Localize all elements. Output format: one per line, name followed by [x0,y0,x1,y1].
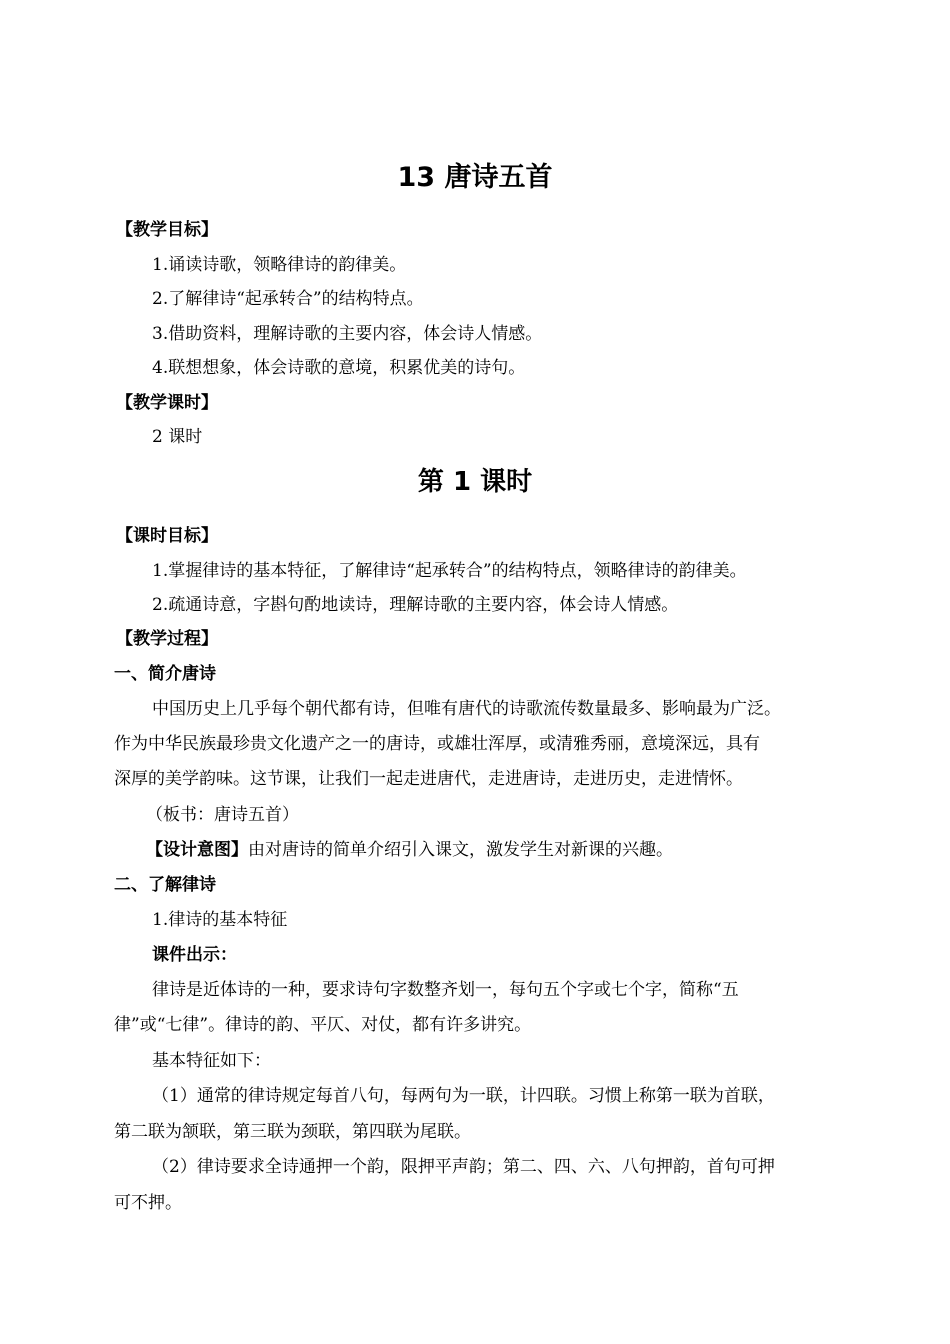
section-heading: 一、简介唐诗 [114,664,216,684]
teaching-goal-item: 2.了解律诗“起承转合”的结构特点。 [152,289,424,309]
document-title: 13 唐诗五首 [397,162,553,193]
teaching-hours-value: 2 课时 [152,427,203,447]
paragraph-line: 深厚的美学韵味。这节课，让我们一起走进唐代，走进唐诗，走进历史，走进情怀。 [114,769,743,789]
design-intent [146,838,673,862]
section-heading: 二、了解律诗 [114,875,216,895]
feature-line: 可不押。 [114,1193,182,1213]
paragraph-line: 中国历史上几乎每个朝代都有诗，但唯有唐代的诗歌流传数量最多、影响最为广泛。 [152,699,781,719]
teaching-goal-item: 3.借助资料，理解诗歌的主要内容，体会诗人情感。 [152,324,543,344]
feature-line: 第二联为颔联，第三联为颈联，第四联为尾联。 [114,1122,471,1142]
board-note: （板书：唐诗五首） [146,805,299,825]
lesson-goals-heading: 【课时目标】 [116,526,218,546]
design-intent-label: 【设计意图】 [146,840,248,860]
teaching-goal-item: 1.诵读诗歌，领略律诗的韵律美。 [152,255,407,275]
lesson-goal-item: 2.疏通诗意，字斟句酌地读诗，理解诗歌的主要内容，体会诗人情感。 [152,595,679,615]
feature-line: （2）律诗要求全诗通押一个韵，限押平声韵；第二、四、六、八句押韵，首句可押 [152,1157,775,1177]
features-intro: 基本特征如下： [152,1051,271,1071]
courseware-label: 课件出示： [152,945,237,965]
paragraph-line: 作为中华民族最珍贵文化遗产之一的唐诗，或雄壮浑厚，或清雅秀丽，意境深远，具有 [114,734,760,754]
lesson-goal-item: 1.掌握律诗的基本特征，了解律诗“起承转合”的结构特点，领略律诗的韵律美。 [152,561,747,581]
paragraph-line: 律”或“七律”。律诗的韵、平仄、对仗，都有许多讲究。 [114,1015,532,1035]
teaching-hours-heading: 【教学课时】 [116,393,218,413]
lesson-title: 第 1 课时 [417,467,533,497]
feature-line: （1）通常的律诗规定每首八句，每两句为一联，计四联。习惯上称第一联为首联， [152,1086,775,1106]
subsection-heading: 1.律诗的基本特征 [152,910,288,930]
process-heading: 【教学过程】 [116,629,218,649]
design-intent-text: 由对唐诗的简单介绍引入课文，激发学生对新课的兴趣。 [248,840,673,860]
paragraph-line: 律诗是近体诗的一种，要求诗句字数整齐划一，每句五个字或七个字，简称“五 [152,980,739,1000]
teaching-goals-heading: 【教学目标】 [116,220,218,240]
teaching-goal-item: 4.联想想象，体会诗歌的意境，积累优美的诗句。 [152,358,526,378]
